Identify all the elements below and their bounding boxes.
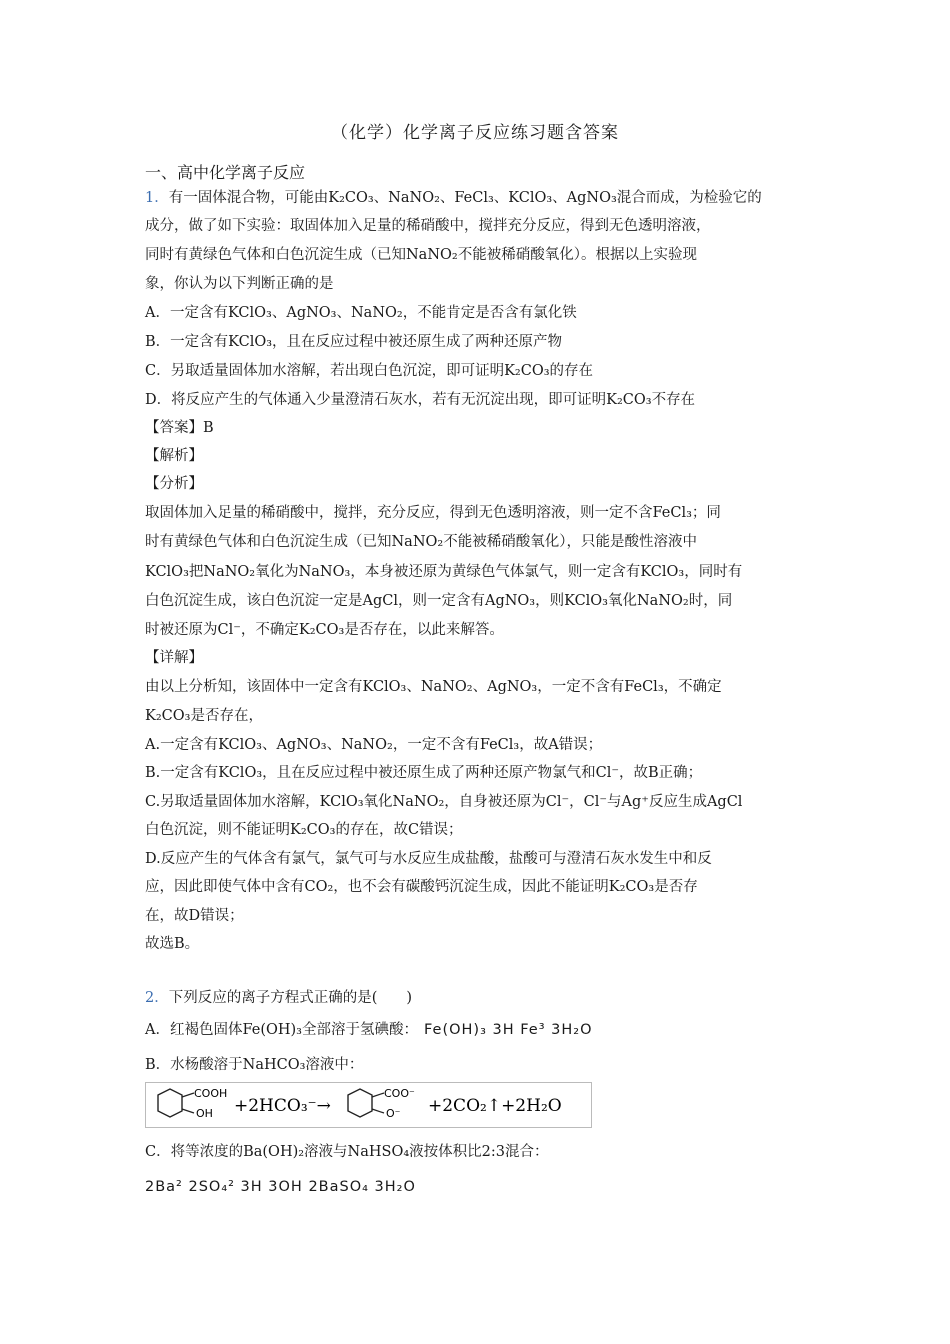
q1-analysis-2: 时有黄绿色气体和白色沉淀生成（已知NaNO₂不能被稀硝酸氧化），只能是酸性溶液中 xyxy=(145,534,697,550)
q1-detail-1: 由以上分析知，该固体中一定含有KClO₃、NaNO₂、AgNO₃，一定不含有FeCl₃，不确定 xyxy=(145,679,722,695)
products: +2CO₂↑+2H₂O xyxy=(428,1096,562,1116)
section-heading: 一、高中化学离子反应 xyxy=(145,163,306,182)
q1-detail-2: K₂CO₃是否存在， xyxy=(145,708,263,724)
q1-detail-9: 在，故D错误； xyxy=(145,908,244,924)
q1-analysis-3: KClO₃把NaNO₂氧化为NaNO₃，本身被还原为黄绿色气体氯气，则一定含有KClO₃，同时有 xyxy=(145,564,743,580)
q1-xiangjie-label: 【详解】 xyxy=(145,650,203,666)
q1-detail-3: A.一定含有KClO₃、AgNO₃、NaNO₂，一定不含有FeCl₃，故A错误； xyxy=(145,737,603,753)
q2-option-a xyxy=(145,1020,593,1040)
bond-cooh xyxy=(182,1093,194,1097)
q1-fenxi-label: 【分析】 xyxy=(145,476,203,492)
benzene-ring-right xyxy=(348,1089,372,1117)
coo-label: COO⁻ xyxy=(384,1087,415,1100)
page-title: （化学）化学离子反应练习题含答案 xyxy=(331,123,619,143)
q2-number: 2． xyxy=(145,990,169,1006)
q1-answer: 【答案】B xyxy=(145,420,214,436)
cooh-label: COOH xyxy=(194,1087,228,1100)
q2-option-a-equation: Fe(OH)₃ 3H Fe³ 3H₂O xyxy=(423,1022,593,1038)
q2-option-b: B．水杨酸溶于NaHCO₃溶液中： xyxy=(145,1057,364,1073)
reactant-bicarbonate: +2HCO₃⁻→ xyxy=(234,1096,331,1116)
salicylic-acid-equation-image xyxy=(145,1082,592,1128)
q1-analysis-4: 白色沉淀生成，该白色沉淀一定是AgCl，则一定含有AgNO₃，则KClO₃氧化NaNO₂时，同 xyxy=(145,593,733,609)
q1-analysis-1: 取固体加入足量的稀硝酸中，搅拌，充分反应，得到无色透明溶液，则一定不含FeCl₃；同 xyxy=(145,505,721,521)
q1-detail-5: C.另取适量固体加水溶解，KClO₃氧化NaNO₂，自身被还原为Cl⁻，Cl⁻与Ag⁺反应生成AgCl xyxy=(145,794,743,810)
q1-detail-10: 故选B。 xyxy=(145,936,200,952)
q1-detail-6: 白色沉淀，则不能证明K₂CO₃的存在，故C错误； xyxy=(145,822,463,838)
q1-jiexi-label: 【解析】 xyxy=(145,448,203,464)
bond-oh xyxy=(182,1109,194,1113)
q2-option-c: C．将等浓度的Ba(OH)₂溶液与NaHSO₄液按体积比2:3混合： xyxy=(145,1144,549,1160)
q1-option-c: C．另取适量固体加水溶解，若出现白色沉淀，即可证明K₂CO₃的存在 xyxy=(145,363,594,379)
oh-label: OH xyxy=(196,1107,213,1120)
q1-detail-8: 应，因此即使气体中含有CO₂，也不会有碳酸钙沉淀生成，因此不能证明K₂CO₃是否存 xyxy=(145,879,698,895)
bond-o xyxy=(372,1109,384,1113)
q2-stem: 下列反应的离子方程式正确的是( ) xyxy=(168,990,413,1006)
q1-number: 1． xyxy=(145,190,169,206)
q1-option-d: D．将反应产生的气体通入少量澄清石灰水，若有无沉淀出现，即可证明K₂CO₃不存在 xyxy=(145,392,696,408)
equation-drawing xyxy=(146,1083,591,1127)
q1-stem-line-4: 象，你认为以下判断正确的是 xyxy=(145,276,334,292)
q2-option-a-text: A．红褐色固体Fe(OH)₃全部溶于氢碘酸： xyxy=(145,1022,418,1038)
q1-stem-line-2: 成分，做了如下实验：取固体加入足量的稀硝酸中，搅拌充分反应，得到无色透明溶液， xyxy=(145,218,711,234)
q1-analysis-5: 时被还原为Cl⁻，不确定K₂CO₃是否存在，以此来解答。 xyxy=(145,622,504,638)
q1-detail-4: B.一定含有KClO₃，且在反应过程中被还原生成了两种还原产物氯气和Cl⁻，故B正确； xyxy=(145,765,703,781)
q2-option-c-equation: 2Ba² 2SO₄² 3H 3OH 2BaSO₄ 3H₂O xyxy=(145,1179,416,1195)
q2-stem-line xyxy=(145,988,412,1008)
q1-option-b: B．一定含有KClO₃，且在反应过程中被还原生成了两种还原产物 xyxy=(145,334,563,350)
o-label: O⁻ xyxy=(386,1107,401,1120)
q1-stem-line-1 xyxy=(145,188,762,208)
bond-coo xyxy=(372,1093,384,1097)
q1-option-a: A．一定含有KClO₃、AgNO₃、NaNO₂，不能肯定是否含有氯化铁 xyxy=(145,305,577,321)
q1-stem-1: 有一固体混合物，可能由K₂CO₃、NaNO₂、FeCl₃、KClO₃、AgNO₃混合而成，为检验它的 xyxy=(168,190,762,206)
benzene-ring-left xyxy=(158,1089,182,1117)
q1-detail-7: D.反应产生的气体含有氯气，氯气可与水反应生成盐酸，盐酸可与澄清石灰水发生中和反 xyxy=(145,851,712,867)
q1-stem-line-3: 同时有黄绿色气体和白色沉淀生成（已知NaNO₂不能被稀硝酸氧化）。根据以上实验现 xyxy=(145,247,697,263)
